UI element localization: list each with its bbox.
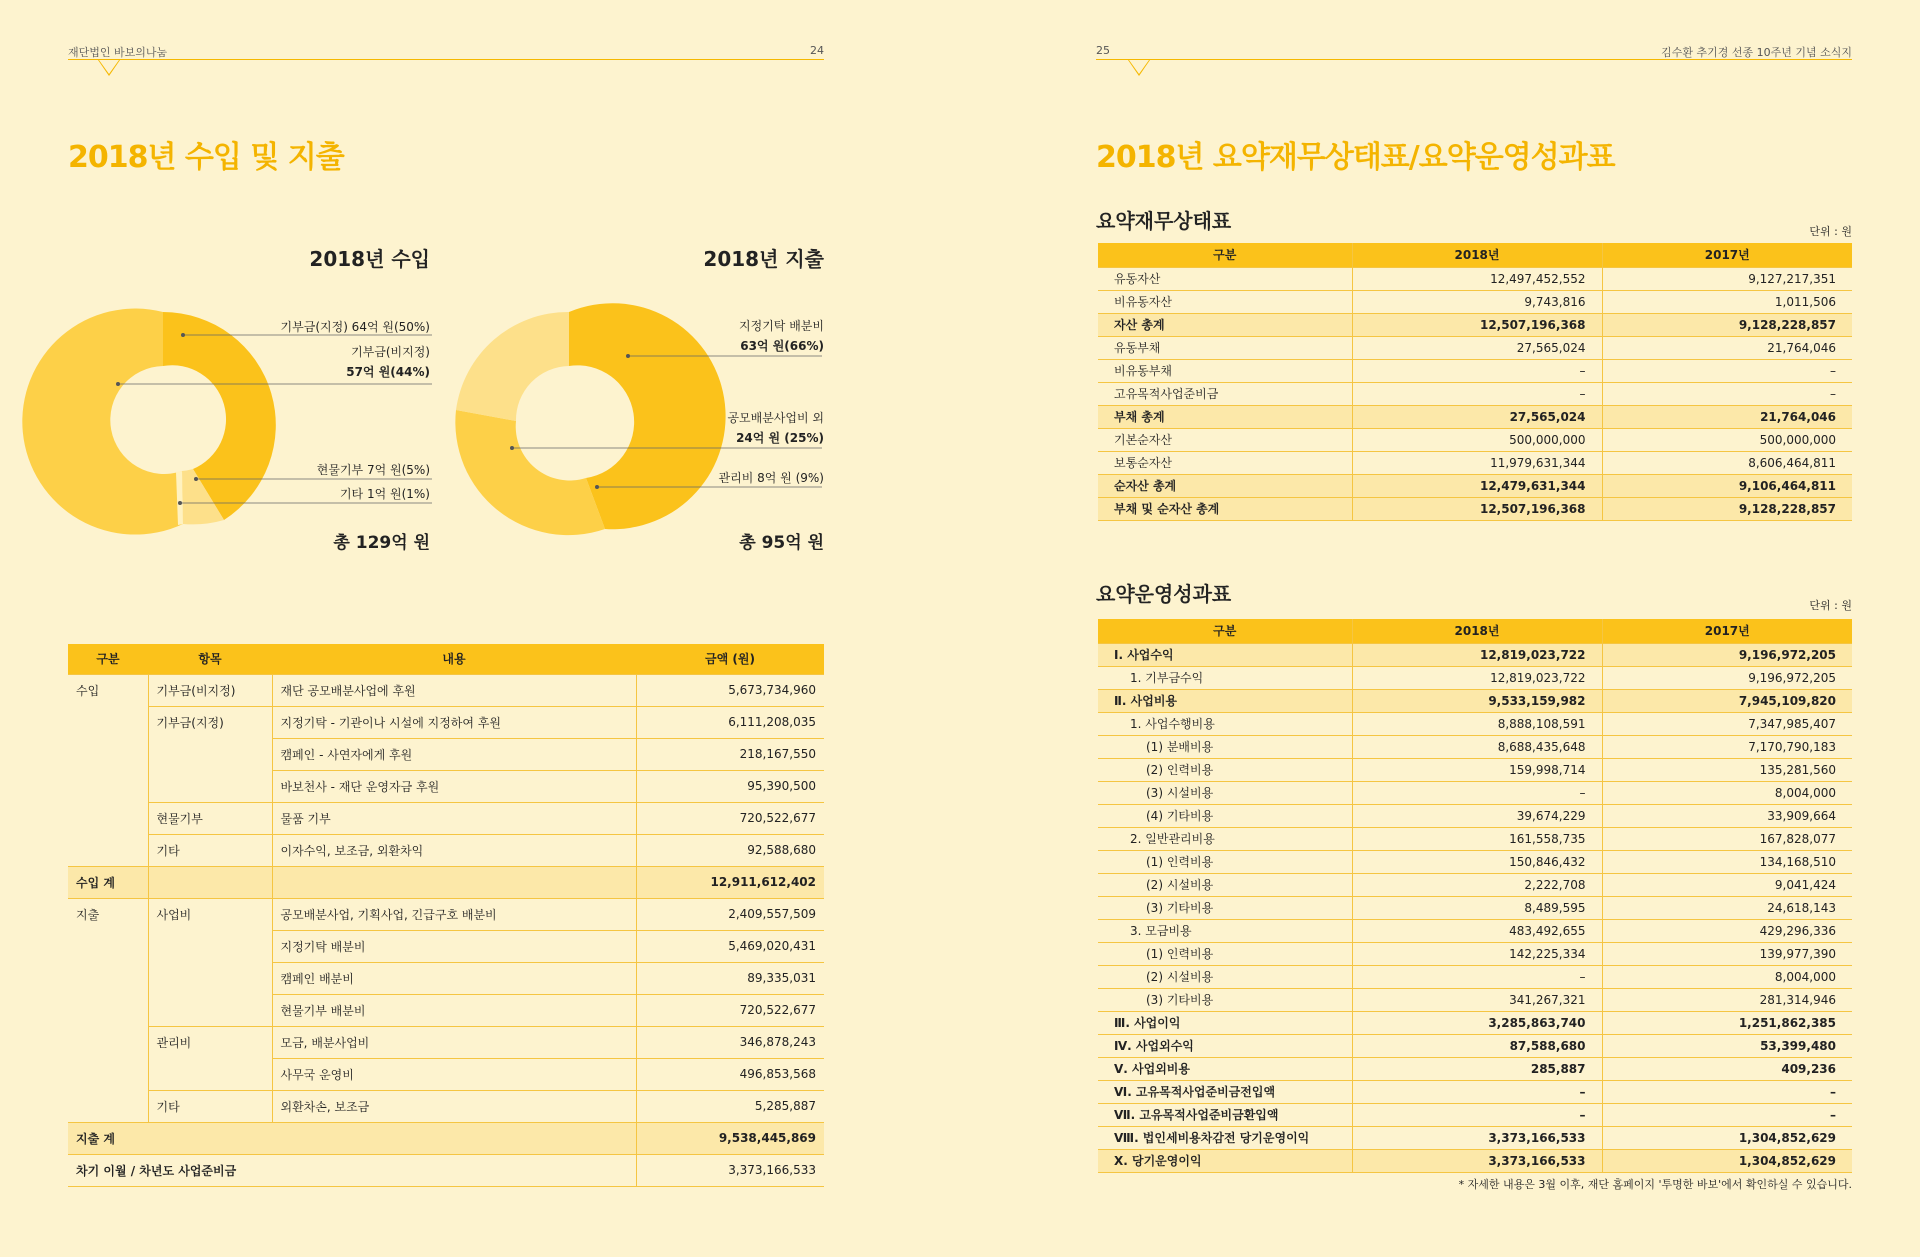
table-cell: 12,507,196,368 — [1352, 313, 1602, 336]
operations-title: 요약운영성과표 — [1096, 582, 1232, 606]
leader-dot — [626, 354, 630, 358]
table-cell — [272, 866, 636, 898]
table-cell: Ⅵ. 고유목적사업준비금전입액 — [1098, 1080, 1352, 1103]
table-cell: – — [1602, 359, 1852, 382]
table-cell — [148, 738, 272, 770]
table-cell: 물품 기부 — [272, 802, 636, 834]
table-row — [1098, 781, 1852, 804]
page-header — [1096, 40, 1852, 60]
table-cell: 8,004,000 — [1602, 781, 1852, 804]
table-cell: 8,004,000 — [1602, 965, 1852, 988]
table-row — [68, 770, 824, 802]
table-row — [1098, 643, 1852, 666]
table-row — [68, 1026, 824, 1058]
table-cell: 1,011,506 — [1602, 290, 1852, 313]
table-cell: – — [1602, 382, 1852, 405]
operations-unit: 단위 : 원 — [1809, 599, 1852, 612]
table-cell: 1,251,862,385 — [1602, 1011, 1852, 1034]
table-cell: 7,945,109,820 — [1602, 689, 1852, 712]
table-cell: Ⅱ. 사업비용 — [1098, 689, 1352, 712]
table-row — [1098, 428, 1852, 451]
table-cell — [68, 1058, 148, 1090]
table-cell: Ⅹ. 당기운영이익 — [1098, 1149, 1352, 1172]
income-expense-table — [68, 644, 824, 1187]
table-cell: 2,409,557,509 — [636, 898, 824, 930]
table-cell: 사업비 — [148, 898, 272, 930]
col-header: 구분 — [68, 644, 148, 674]
table-cell: 모금, 배분사업비 — [272, 1026, 636, 1058]
table-cell: 1. 사업수행비용 — [1098, 712, 1352, 735]
table-cell: 현물기부 — [148, 802, 272, 834]
table-row — [1098, 1080, 1852, 1103]
income-label-designated — [281, 318, 430, 335]
table-cell: – — [1352, 781, 1602, 804]
table-cell: 1. 기부금수익 — [1098, 666, 1352, 689]
table-row — [68, 930, 824, 962]
table-cell: 218,167,550 — [636, 738, 824, 770]
table-cell: (1) 분배비용 — [1098, 735, 1352, 758]
table-cell: 12,819,023,722 — [1352, 666, 1602, 689]
table-row — [1098, 896, 1852, 919]
table-cell: 구분 — [1098, 243, 1352, 267]
table-cell: 12,507,196,368 — [1352, 497, 1602, 520]
table-cell: 2,222,708 — [1352, 873, 1602, 896]
table-cell: 2018년 — [1352, 243, 1602, 267]
table-cell: (2) 시설비용 — [1098, 965, 1352, 988]
table-cell: 공모배분사업, 기획사업, 긴급구호 배분비 — [272, 898, 636, 930]
table-row — [1098, 1126, 1852, 1149]
right-page — [960, 0, 1920, 1257]
table-cell: 1,304,852,629 — [1602, 1149, 1852, 1172]
table-cell: Ⅰ. 사업수익 — [1098, 643, 1352, 666]
table-cell: 8,606,464,811 — [1602, 451, 1852, 474]
table-cell: 9,106,464,811 — [1602, 474, 1852, 497]
table-cell — [148, 962, 272, 994]
table-cell: 159,998,714 — [1352, 758, 1602, 781]
expense-label-admin — [719, 469, 824, 486]
table-cell: 33,909,664 — [1602, 804, 1852, 827]
footnote: * 자세한 내용은 3월 이후, 재단 홈페이지 '투명한 바보'에서 확인하실 수 있습니다. — [1458, 1178, 1852, 1191]
table-cell: 9,041,424 — [1602, 873, 1852, 896]
table-cell: – — [1352, 1103, 1602, 1126]
table-cell: 9,128,228,857 — [1602, 497, 1852, 520]
table-row — [1098, 1034, 1852, 1057]
table-cell: 기부금(지정) — [148, 706, 272, 738]
table-cell: 6,111,208,035 — [636, 706, 824, 738]
table-row — [1098, 689, 1852, 712]
table-cell: (4) 기타비용 — [1098, 804, 1352, 827]
table-cell: 5,673,734,960 — [636, 674, 824, 706]
table-row — [1098, 267, 1852, 290]
table-cell: 5,285,887 — [636, 1090, 824, 1122]
table-header-row — [1098, 619, 1852, 643]
table-cell: (3) 기타비용 — [1098, 896, 1352, 919]
table-cell: 8,888,108,591 — [1352, 712, 1602, 735]
header-publication: 김수환 추기경 선종 10주년 기념 소식지 — [1661, 46, 1852, 59]
table-cell: 161,558,735 — [1352, 827, 1602, 850]
table-cell: 3,373,166,533 — [1352, 1149, 1602, 1172]
table-cell: 비유동부채 — [1098, 359, 1352, 382]
table-row — [1098, 382, 1852, 405]
page-title: 2018년 수입 및 지출 — [68, 140, 344, 175]
table-cell — [68, 802, 148, 834]
table-cell: 9,743,816 — [1352, 290, 1602, 313]
operations-table — [1098, 619, 1852, 1173]
table-row — [68, 834, 824, 866]
table-cell: 12,479,631,344 — [1352, 474, 1602, 497]
table-cell: 500,000,000 — [1352, 428, 1602, 451]
table-cell: Ⅲ. 사업이익 — [1098, 1011, 1352, 1034]
expense-label-grant — [727, 408, 824, 448]
donut-charts — [0, 0, 960, 600]
table-cell: 142,225,334 — [1352, 942, 1602, 965]
table-cell: 21,764,046 — [1602, 405, 1852, 428]
table-row — [1098, 735, 1852, 758]
table-cell: 3,373,166,533 — [636, 1154, 824, 1186]
table-cell: 기타 — [148, 834, 272, 866]
table-cell: 9,533,159,982 — [1352, 689, 1602, 712]
table-cell — [148, 994, 272, 1026]
table-row — [1098, 919, 1852, 942]
table-row — [68, 674, 824, 706]
expense-label-designated — [739, 316, 824, 356]
table-cell: 캠페인 - 사연자에게 후원 — [272, 738, 636, 770]
leader-dot — [178, 501, 182, 505]
income-label-inkind — [317, 461, 430, 478]
table-cell: 12,911,612,402 — [636, 866, 824, 898]
table-row — [1098, 497, 1852, 520]
balance-sheet-unit: 단위 : 원 — [1809, 225, 1852, 238]
table-row — [1098, 451, 1852, 474]
table-cell: (1) 인력비용 — [1098, 850, 1352, 873]
expense-slice-grant — [455, 410, 605, 535]
table-cell: 기타 1억 원(1%) — [339, 487, 430, 501]
table-cell: (2) 시설비용 — [1098, 873, 1352, 896]
table-cell: (3) 기타비용 — [1098, 988, 1352, 1011]
table-cell: 현물기부 7억 원(5%) — [316, 463, 430, 477]
table-cell — [68, 738, 148, 770]
table-cell: 429,296,336 — [1602, 919, 1852, 942]
balance-sheet-title: 요약재무상태표 — [1096, 209, 1232, 233]
table-cell: 차기 이월 / 차년도 사업준비금 — [68, 1154, 636, 1186]
table-cell: 24억 원 (25%) — [736, 431, 824, 445]
table-cell: 기타 — [148, 1090, 272, 1122]
table-row — [1098, 850, 1852, 873]
page-title: 2018년 요약재무상태표/요약운영성과표 — [1096, 140, 1615, 175]
col-header: 항목 — [148, 644, 272, 674]
table-cell: Ⅶ. 고유목적사업준비금환입액 — [1098, 1103, 1352, 1126]
expense-total: 총 95억 원 — [739, 533, 824, 553]
table-cell: 기본순자산 — [1098, 428, 1352, 451]
balance-sheet-table — [1098, 243, 1852, 521]
table-cell: 53,399,480 — [1602, 1034, 1852, 1057]
table-cell: 외환차손, 보조금 — [272, 1090, 636, 1122]
table-cell — [148, 930, 272, 962]
table-cell: 134,168,510 — [1602, 850, 1852, 873]
income-total: 총 129억 원 — [333, 533, 430, 553]
table-cell: 720,522,677 — [636, 994, 824, 1026]
table-row — [1098, 758, 1852, 781]
table-cell: 사무국 운영비 — [272, 1058, 636, 1090]
table-cell: 유동자산 — [1098, 267, 1352, 290]
table-cell: 496,853,568 — [636, 1058, 824, 1090]
table-cell: 167,828,077 — [1602, 827, 1852, 850]
table-cell: 기부금(비지정) — [148, 674, 272, 706]
col-header: 내용 — [272, 644, 636, 674]
table-row — [1098, 988, 1852, 1011]
table-cell: 135,281,560 — [1602, 758, 1852, 781]
table-cell: (1) 인력비용 — [1098, 942, 1352, 965]
leader-dot — [181, 333, 185, 337]
table-row — [1098, 827, 1852, 850]
table-cell: 지출 — [68, 898, 148, 930]
table-header-row — [1098, 243, 1852, 267]
table-cell: 12,819,023,722 — [1352, 643, 1602, 666]
table-cell: 24,618,143 — [1602, 896, 1852, 919]
table-cell — [68, 994, 148, 1026]
table-cell: – — [1602, 1103, 1852, 1126]
table-cell — [148, 866, 272, 898]
table-row — [1098, 1011, 1852, 1034]
table-cell: 자산 총계 — [1098, 313, 1352, 336]
leader-dot — [595, 485, 599, 489]
table-cell: 지정기탁 배분비 — [272, 930, 636, 962]
table-cell: 7,347,985,407 — [1602, 712, 1852, 735]
table-cell — [68, 1026, 148, 1058]
table-row — [1098, 942, 1852, 965]
table-row — [1098, 1103, 1852, 1126]
table-cell: 기부금(비지정) — [351, 345, 430, 359]
table-row — [1098, 336, 1852, 359]
table-row — [1098, 313, 1852, 336]
col-header: 금액 (원) — [636, 644, 824, 674]
table-cell: 9,128,228,857 — [1602, 313, 1852, 336]
table-cell: 8,489,595 — [1352, 896, 1602, 919]
table-cell: 3,373,166,533 — [1352, 1126, 1602, 1149]
table-row — [1098, 873, 1852, 896]
table-row — [68, 1090, 824, 1122]
expense-slice-admin — [456, 312, 569, 421]
table-cell — [68, 962, 148, 994]
table-cell: 500,000,000 — [1602, 428, 1852, 451]
carryover-row — [68, 1154, 824, 1186]
table-cell: 11,979,631,344 — [1352, 451, 1602, 474]
table-row — [68, 802, 824, 834]
table-row — [1098, 405, 1852, 428]
table-cell: 수입 계 — [68, 866, 148, 898]
table-cell: 27,565,024 — [1352, 405, 1602, 428]
income-chart-title: 2018년 수입 — [309, 247, 430, 271]
table-row — [1098, 359, 1852, 382]
table-cell: 보통순자산 — [1098, 451, 1352, 474]
table-cell: 12,497,452,552 — [1352, 267, 1602, 290]
expense-chart-title: 2018년 지출 — [703, 247, 824, 271]
table-cell: 현물기부 배분비 — [272, 994, 636, 1026]
table-row — [1098, 1149, 1852, 1172]
table-cell: 409,236 — [1602, 1057, 1852, 1080]
table-cell: 39,674,229 — [1352, 804, 1602, 827]
table-row — [68, 1058, 824, 1090]
income-slice-general — [22, 309, 183, 535]
table-cell: 9,538,445,869 — [636, 1122, 824, 1154]
table-row — [1098, 666, 1852, 689]
table-cell: 부채 총계 — [1098, 405, 1352, 428]
table-cell: 공모배분사업비 외 — [727, 411, 824, 425]
table-cell: 3. 모금비용 — [1098, 919, 1352, 942]
header-org: 재단법인 바보의나눔 — [68, 46, 168, 59]
table-cell: 지출 계 — [68, 1122, 636, 1154]
leader-dot — [510, 446, 514, 450]
page-number: 24 — [810, 44, 824, 57]
table-cell: 9,196,972,205 — [1602, 643, 1852, 666]
table-cell: 2017년 — [1602, 243, 1852, 267]
table-cell: 8,688,435,648 — [1352, 735, 1602, 758]
expense-slice-designated — [569, 303, 726, 529]
table-cell: 지정기탁 배분비 — [739, 319, 824, 333]
table-cell: 1,304,852,629 — [1602, 1126, 1852, 1149]
leader-dot — [194, 477, 198, 481]
income-label-other — [340, 485, 430, 502]
table-cell: – — [1352, 965, 1602, 988]
table-cell: 캠페인 배분비 — [272, 962, 636, 994]
table-cell: 9,127,217,351 — [1602, 267, 1852, 290]
table-cell — [68, 930, 148, 962]
table-cell: 720,522,677 — [636, 802, 824, 834]
table-cell: 지정기탁 - 기관이나 시설에 지정하여 후원 — [272, 706, 636, 738]
table-cell: 281,314,946 — [1602, 988, 1852, 1011]
table-cell: 이자수익, 보조금, 외환차익 — [272, 834, 636, 866]
table-cell: 9,196,972,205 — [1602, 666, 1852, 689]
table-cell — [68, 1090, 148, 1122]
table-cell: 57억 원(44%) — [346, 365, 430, 379]
table-cell — [148, 1058, 272, 1090]
table-cell: Ⅳ. 사업외수익 — [1098, 1034, 1352, 1057]
table-row — [1098, 474, 1852, 497]
table-cell: 63억 원(66%) — [740, 339, 824, 353]
table-row — [1098, 804, 1852, 827]
table-cell: 5,469,020,431 — [636, 930, 824, 962]
table-cell: 유동부채 — [1098, 336, 1352, 359]
table-cell: 341,267,321 — [1352, 988, 1602, 1011]
table-row — [1098, 1057, 1852, 1080]
table-cell: 285,887 — [1352, 1057, 1602, 1080]
table-cell: 89,335,031 — [636, 962, 824, 994]
table-cell: 고유목적사업준비금 — [1098, 382, 1352, 405]
table-cell — [68, 770, 148, 802]
table-cell: Ⅷ. 법인세비용차감전 당기운영이익 — [1098, 1126, 1352, 1149]
table-cell: 7,170,790,183 — [1602, 735, 1852, 758]
table-row — [68, 962, 824, 994]
table-cell: 관리비 — [148, 1026, 272, 1058]
table-cell — [68, 706, 148, 738]
table-cell: 3,285,863,740 — [1352, 1011, 1602, 1034]
table-cell: – — [1352, 382, 1602, 405]
table-cell: 95,390,500 — [636, 770, 824, 802]
table-cell: Ⅴ. 사업외비용 — [1098, 1057, 1352, 1080]
table-row — [68, 706, 824, 738]
table-cell — [148, 770, 272, 802]
table-cell: (2) 인력비용 — [1098, 758, 1352, 781]
income-label-general — [346, 342, 430, 382]
table-cell: – — [1602, 1080, 1852, 1103]
table-cell: 비유동자산 — [1098, 290, 1352, 313]
table-cell: 재단 공모배분사업에 후원 — [272, 674, 636, 706]
table-cell: 483,492,655 — [1352, 919, 1602, 942]
table-cell: 2018년 — [1352, 619, 1602, 643]
table-cell: 92,588,680 — [636, 834, 824, 866]
table-cell: 순자산 총계 — [1098, 474, 1352, 497]
expense-total-row — [68, 1122, 824, 1154]
table-row — [68, 898, 824, 930]
table-cell: 150,846,432 — [1352, 850, 1602, 873]
table-cell: – — [1352, 359, 1602, 382]
table-cell: 87,588,680 — [1352, 1034, 1602, 1057]
table-cell: 기부금(지정) 64억 원(50%) — [280, 320, 430, 334]
table-header-row — [68, 644, 824, 674]
table-cell: 2017년 — [1602, 619, 1852, 643]
income-total-row — [68, 866, 824, 898]
table-cell: 바보천사 - 재단 운영자금 후원 — [272, 770, 636, 802]
table-cell: 수입 — [68, 674, 148, 706]
table-cell — [68, 834, 148, 866]
table-cell: 2. 일반관리비용 — [1098, 827, 1352, 850]
table-cell: 21,764,046 — [1602, 336, 1852, 359]
table-row — [1098, 965, 1852, 988]
table-cell: (3) 시설비용 — [1098, 781, 1352, 804]
table-cell: 부채 및 순자산 총계 — [1098, 497, 1352, 520]
page-number: 25 — [1096, 44, 1110, 57]
table-row — [68, 994, 824, 1026]
table-cell: 139,977,390 — [1602, 942, 1852, 965]
table-cell: 구분 — [1098, 619, 1352, 643]
table-row — [1098, 290, 1852, 313]
table-cell: 관리비 8억 원 (9%) — [718, 471, 824, 485]
table-cell: 27,565,024 — [1352, 336, 1602, 359]
table-cell: – — [1352, 1080, 1602, 1103]
table-row — [1098, 712, 1852, 735]
leader-dot — [116, 382, 120, 386]
table-cell: 346,878,243 — [636, 1026, 824, 1058]
table-row — [68, 738, 824, 770]
